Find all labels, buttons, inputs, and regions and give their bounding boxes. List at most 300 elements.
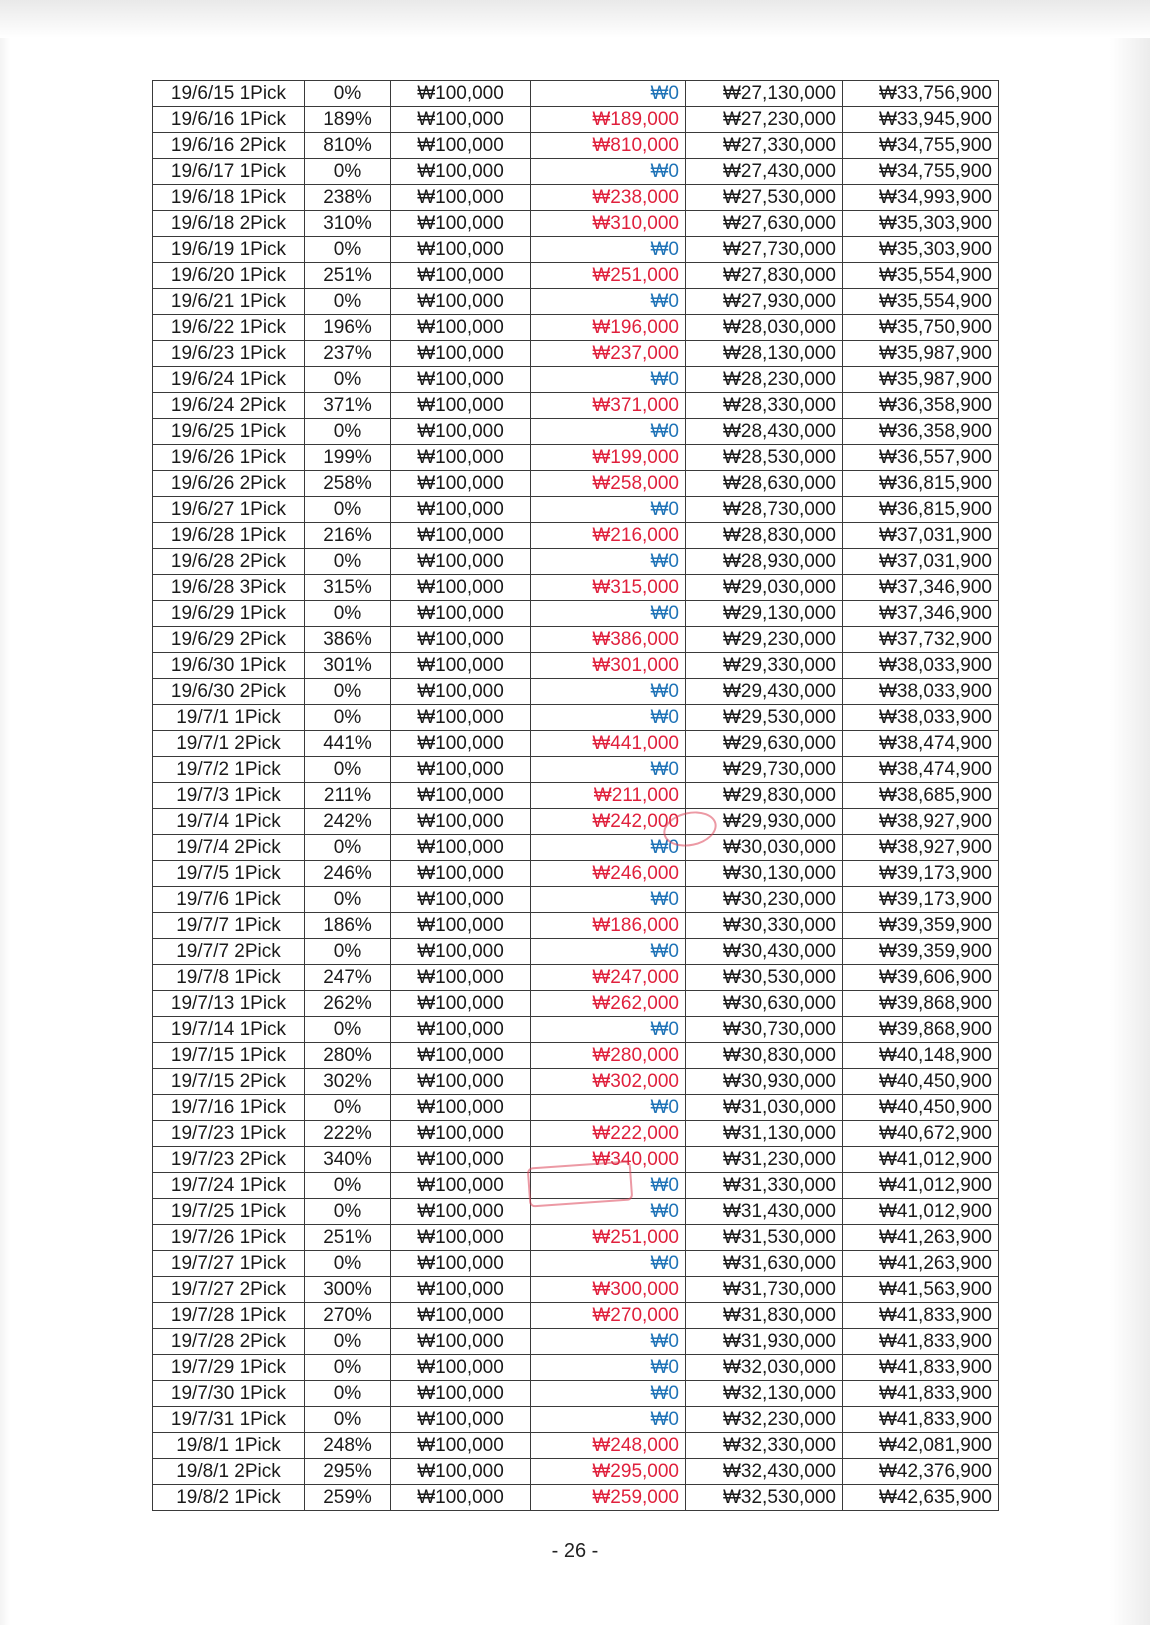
balance-cell: ₩41,833,900 xyxy=(843,1381,999,1407)
date-pick-cell: 19/7/5 1Pick xyxy=(153,861,305,887)
cumulative-bet-cell: ₩28,630,000 xyxy=(686,471,843,497)
balance-cell: ₩36,557,900 xyxy=(843,445,999,471)
bet-amount-cell: ₩100,000 xyxy=(391,81,531,107)
cumulative-bet-cell: ₩31,430,000 xyxy=(686,1199,843,1225)
bet-amount-cell: ₩100,000 xyxy=(391,1043,531,1069)
balance-cell: ₩40,148,900 xyxy=(843,1043,999,1069)
odds-rate-cell: 300% xyxy=(305,1277,391,1303)
cumulative-bet-cell: ₩29,030,000 xyxy=(686,575,843,601)
cumulative-bet-cell: ₩30,230,000 xyxy=(686,887,843,913)
table-row xyxy=(153,159,999,185)
win-amount-cell: ₩238,000 xyxy=(531,185,686,211)
table-row xyxy=(153,549,999,575)
table-row xyxy=(153,731,999,757)
win-amount-cell: ₩246,000 xyxy=(531,861,686,887)
table-row xyxy=(153,107,999,133)
date-pick-cell: 19/6/28 1Pick xyxy=(153,523,305,549)
bet-amount-cell: ₩100,000 xyxy=(391,1407,531,1433)
balance-cell: ₩35,303,900 xyxy=(843,211,999,237)
table-row xyxy=(153,1355,999,1381)
cumulative-bet-cell: ₩27,130,000 xyxy=(686,81,843,107)
bet-amount-cell: ₩100,000 xyxy=(391,133,531,159)
cumulative-bet-cell: ₩30,930,000 xyxy=(686,1069,843,1095)
win-amount-cell: ₩0 xyxy=(531,289,686,315)
win-amount-cell: ₩0 xyxy=(531,237,686,263)
date-pick-cell: 19/6/20 1Pick xyxy=(153,263,305,289)
bet-amount-cell: ₩100,000 xyxy=(391,1433,531,1459)
win-amount-cell: ₩0 xyxy=(531,887,686,913)
table-row xyxy=(153,1095,999,1121)
date-pick-cell: 19/6/24 1Pick xyxy=(153,367,305,393)
win-amount-cell: ₩371,000 xyxy=(531,393,686,419)
balance-cell: ₩41,263,900 xyxy=(843,1225,999,1251)
odds-rate-cell: 280% xyxy=(305,1043,391,1069)
win-amount-cell: ₩242,000 xyxy=(531,809,686,835)
cumulative-bet-cell: ₩27,930,000 xyxy=(686,289,843,315)
date-pick-cell: 19/7/1 1Pick xyxy=(153,705,305,731)
balance-cell: ₩33,756,900 xyxy=(843,81,999,107)
odds-rate-cell: 0% xyxy=(305,601,391,627)
win-amount-cell: ₩0 xyxy=(531,81,686,107)
cumulative-bet-cell: ₩28,330,000 xyxy=(686,393,843,419)
odds-rate-cell: 247% xyxy=(305,965,391,991)
table-row xyxy=(153,1303,999,1329)
table-row xyxy=(153,523,999,549)
date-pick-cell: 19/7/8 1Pick xyxy=(153,965,305,991)
table-row xyxy=(153,913,999,939)
bet-amount-cell: ₩100,000 xyxy=(391,1225,531,1251)
win-amount-cell: ₩0 xyxy=(531,705,686,731)
bet-amount-cell: ₩100,000 xyxy=(391,445,531,471)
cumulative-bet-cell: ₩31,730,000 xyxy=(686,1277,843,1303)
bet-amount-cell: ₩100,000 xyxy=(391,601,531,627)
odds-rate-cell: 259% xyxy=(305,1485,391,1511)
odds-rate-cell: 186% xyxy=(305,913,391,939)
bet-amount-cell: ₩100,000 xyxy=(391,497,531,523)
table-row xyxy=(153,705,999,731)
bet-amount-cell: ₩100,000 xyxy=(391,1355,531,1381)
bet-amount-cell: ₩100,000 xyxy=(391,705,531,731)
balance-cell: ₩35,554,900 xyxy=(843,289,999,315)
table-row xyxy=(153,1381,999,1407)
cumulative-bet-cell: ₩32,030,000 xyxy=(686,1355,843,1381)
win-amount-cell: ₩386,000 xyxy=(531,627,686,653)
balance-cell: ₩37,031,900 xyxy=(843,549,999,575)
cumulative-bet-cell: ₩29,630,000 xyxy=(686,731,843,757)
win-amount-cell: ₩189,000 xyxy=(531,107,686,133)
balance-cell: ₩42,081,900 xyxy=(843,1433,999,1459)
betting-ledger-table xyxy=(152,80,999,1511)
odds-rate-cell: 251% xyxy=(305,1225,391,1251)
cumulative-bet-cell: ₩32,230,000 xyxy=(686,1407,843,1433)
bet-amount-cell: ₩100,000 xyxy=(391,1251,531,1277)
bet-amount-cell: ₩100,000 xyxy=(391,1329,531,1355)
bet-amount-cell: ₩100,000 xyxy=(391,471,531,497)
bet-amount-cell: ₩100,000 xyxy=(391,731,531,757)
balance-cell: ₩41,833,900 xyxy=(843,1303,999,1329)
date-pick-cell: 19/7/15 1Pick xyxy=(153,1043,305,1069)
cumulative-bet-cell: ₩32,130,000 xyxy=(686,1381,843,1407)
table-row xyxy=(153,1017,999,1043)
balance-cell: ₩37,732,900 xyxy=(843,627,999,653)
cumulative-bet-cell: ₩27,630,000 xyxy=(686,211,843,237)
date-pick-cell: 19/6/17 1Pick xyxy=(153,159,305,185)
balance-cell: ₩39,606,900 xyxy=(843,965,999,991)
bet-amount-cell: ₩100,000 xyxy=(391,1121,531,1147)
odds-rate-cell: 0% xyxy=(305,549,391,575)
balance-cell: ₩38,685,900 xyxy=(843,783,999,809)
table-row xyxy=(153,809,999,835)
balance-cell: ₩37,031,900 xyxy=(843,523,999,549)
bet-amount-cell: ₩100,000 xyxy=(391,939,531,965)
bet-amount-cell: ₩100,000 xyxy=(391,1017,531,1043)
cumulative-bet-cell: ₩29,330,000 xyxy=(686,653,843,679)
win-amount-cell: ₩0 xyxy=(531,679,686,705)
win-amount-cell: ₩0 xyxy=(531,1199,686,1225)
date-pick-cell: 19/6/22 1Pick xyxy=(153,315,305,341)
odds-rate-cell: 0% xyxy=(305,419,391,445)
date-pick-cell: 19/7/4 2Pick xyxy=(153,835,305,861)
table-row xyxy=(153,185,999,211)
cumulative-bet-cell: ₩29,830,000 xyxy=(686,783,843,809)
odds-rate-cell: 0% xyxy=(305,1173,391,1199)
table-row xyxy=(153,289,999,315)
balance-cell: ₩37,346,900 xyxy=(843,575,999,601)
table-row xyxy=(153,497,999,523)
date-pick-cell: 19/6/16 1Pick xyxy=(153,107,305,133)
bet-amount-cell: ₩100,000 xyxy=(391,913,531,939)
odds-rate-cell: 0% xyxy=(305,1251,391,1277)
win-amount-cell: ₩0 xyxy=(531,1017,686,1043)
date-pick-cell: 19/7/7 1Pick xyxy=(153,913,305,939)
bet-amount-cell: ₩100,000 xyxy=(391,965,531,991)
win-amount-cell: ₩0 xyxy=(531,601,686,627)
cumulative-bet-cell: ₩28,230,000 xyxy=(686,367,843,393)
odds-rate-cell: 248% xyxy=(305,1433,391,1459)
cumulative-bet-cell: ₩28,030,000 xyxy=(686,315,843,341)
date-pick-cell: 19/7/28 1Pick xyxy=(153,1303,305,1329)
odds-rate-cell: 441% xyxy=(305,731,391,757)
cumulative-bet-cell: ₩30,130,000 xyxy=(686,861,843,887)
odds-rate-cell: 216% xyxy=(305,523,391,549)
ledger-body xyxy=(153,81,999,1511)
cumulative-bet-cell: ₩31,230,000 xyxy=(686,1147,843,1173)
cumulative-bet-cell: ₩31,630,000 xyxy=(686,1251,843,1277)
date-pick-cell: 19/8/1 2Pick xyxy=(153,1459,305,1485)
odds-rate-cell: 0% xyxy=(305,237,391,263)
win-amount-cell: ₩0 xyxy=(531,497,686,523)
balance-cell: ₩38,033,900 xyxy=(843,653,999,679)
odds-rate-cell: 0% xyxy=(305,1017,391,1043)
scan-top-edge xyxy=(0,0,1150,38)
balance-cell: ₩36,815,900 xyxy=(843,497,999,523)
balance-cell: ₩38,474,900 xyxy=(843,757,999,783)
table-row xyxy=(153,133,999,159)
win-amount-cell: ₩0 xyxy=(531,1407,686,1433)
win-amount-cell: ₩810,000 xyxy=(531,133,686,159)
balance-cell: ₩39,359,900 xyxy=(843,939,999,965)
balance-cell: ₩41,263,900 xyxy=(843,1251,999,1277)
cumulative-bet-cell: ₩29,230,000 xyxy=(686,627,843,653)
date-pick-cell: 19/6/24 2Pick xyxy=(153,393,305,419)
date-pick-cell: 19/6/28 3Pick xyxy=(153,575,305,601)
date-pick-cell: 19/7/24 1Pick xyxy=(153,1173,305,1199)
cumulative-bet-cell: ₩27,230,000 xyxy=(686,107,843,133)
bet-amount-cell: ₩100,000 xyxy=(391,1303,531,1329)
date-pick-cell: 19/6/29 2Pick xyxy=(153,627,305,653)
table-row xyxy=(153,471,999,497)
balance-cell: ₩35,303,900 xyxy=(843,237,999,263)
odds-rate-cell: 0% xyxy=(305,679,391,705)
date-pick-cell: 19/7/23 1Pick xyxy=(153,1121,305,1147)
table-row xyxy=(153,783,999,809)
win-amount-cell: ₩196,000 xyxy=(531,315,686,341)
cumulative-bet-cell: ₩29,130,000 xyxy=(686,601,843,627)
table-row xyxy=(153,991,999,1017)
table-row xyxy=(153,211,999,237)
table-row xyxy=(153,237,999,263)
table-row xyxy=(153,1251,999,1277)
bet-amount-cell: ₩100,000 xyxy=(391,1485,531,1511)
odds-rate-cell: 0% xyxy=(305,705,391,731)
odds-rate-cell: 0% xyxy=(305,939,391,965)
bet-amount-cell: ₩100,000 xyxy=(391,341,531,367)
date-pick-cell: 19/7/2 1Pick xyxy=(153,757,305,783)
table-row xyxy=(153,627,999,653)
bet-amount-cell: ₩100,000 xyxy=(391,783,531,809)
cumulative-bet-cell: ₩29,730,000 xyxy=(686,757,843,783)
win-amount-cell: ₩0 xyxy=(531,1251,686,1277)
odds-rate-cell: 0% xyxy=(305,367,391,393)
date-pick-cell: 19/7/1 2Pick xyxy=(153,731,305,757)
odds-rate-cell: 386% xyxy=(305,627,391,653)
win-amount-cell: ₩0 xyxy=(531,549,686,575)
balance-cell: ₩36,358,900 xyxy=(843,393,999,419)
win-amount-cell: ₩247,000 xyxy=(531,965,686,991)
cumulative-bet-cell: ₩28,830,000 xyxy=(686,523,843,549)
date-pick-cell: 19/6/21 1Pick xyxy=(153,289,305,315)
win-amount-cell: ₩251,000 xyxy=(531,1225,686,1251)
cumulative-bet-cell: ₩32,530,000 xyxy=(686,1485,843,1511)
cumulative-bet-cell: ₩29,530,000 xyxy=(686,705,843,731)
bet-amount-cell: ₩100,000 xyxy=(391,549,531,575)
bet-amount-cell: ₩100,000 xyxy=(391,991,531,1017)
cumulative-bet-cell: ₩30,330,000 xyxy=(686,913,843,939)
date-pick-cell: 19/7/29 1Pick xyxy=(153,1355,305,1381)
bet-amount-cell: ₩100,000 xyxy=(391,1095,531,1121)
table-row xyxy=(153,653,999,679)
table-row xyxy=(153,445,999,471)
date-pick-cell: 19/7/16 1Pick xyxy=(153,1095,305,1121)
balance-cell: ₩39,173,900 xyxy=(843,887,999,913)
date-pick-cell: 19/6/29 1Pick xyxy=(153,601,305,627)
date-pick-cell: 19/6/18 1Pick xyxy=(153,185,305,211)
table-row xyxy=(153,1485,999,1511)
bet-amount-cell: ₩100,000 xyxy=(391,237,531,263)
cumulative-bet-cell: ₩30,530,000 xyxy=(686,965,843,991)
cumulative-bet-cell: ₩27,430,000 xyxy=(686,159,843,185)
cumulative-bet-cell: ₩27,730,000 xyxy=(686,237,843,263)
bet-amount-cell: ₩100,000 xyxy=(391,159,531,185)
balance-cell: ₩38,474,900 xyxy=(843,731,999,757)
odds-rate-cell: 0% xyxy=(305,289,391,315)
odds-rate-cell: 0% xyxy=(305,835,391,861)
red-seal-stamp xyxy=(527,1160,634,1207)
win-amount-cell: ₩237,000 xyxy=(531,341,686,367)
table-row xyxy=(153,341,999,367)
odds-rate-cell: 0% xyxy=(305,1381,391,1407)
table-row xyxy=(153,575,999,601)
table-row xyxy=(153,1121,999,1147)
bet-amount-cell: ₩100,000 xyxy=(391,1459,531,1485)
balance-cell: ₩39,173,900 xyxy=(843,861,999,887)
win-amount-cell: ₩441,000 xyxy=(531,731,686,757)
table-row xyxy=(153,679,999,705)
bet-amount-cell: ₩100,000 xyxy=(391,627,531,653)
table-row xyxy=(153,1043,999,1069)
table-row xyxy=(153,1459,999,1485)
date-pick-cell: 19/7/14 1Pick xyxy=(153,1017,305,1043)
table-row xyxy=(153,393,999,419)
date-pick-cell: 19/7/27 2Pick xyxy=(153,1277,305,1303)
odds-rate-cell: 238% xyxy=(305,185,391,211)
odds-rate-cell: 0% xyxy=(305,887,391,913)
cumulative-bet-cell: ₩27,830,000 xyxy=(686,263,843,289)
odds-rate-cell: 301% xyxy=(305,653,391,679)
cumulative-bet-cell: ₩30,830,000 xyxy=(686,1043,843,1069)
bet-amount-cell: ₩100,000 xyxy=(391,1381,531,1407)
balance-cell: ₩34,755,900 xyxy=(843,133,999,159)
balance-cell: ₩39,359,900 xyxy=(843,913,999,939)
win-amount-cell: ₩295,000 xyxy=(531,1459,686,1485)
date-pick-cell: 19/6/19 1Pick xyxy=(153,237,305,263)
odds-rate-cell: 371% xyxy=(305,393,391,419)
bet-amount-cell: ₩100,000 xyxy=(391,367,531,393)
balance-cell: ₩34,755,900 xyxy=(843,159,999,185)
odds-rate-cell: 310% xyxy=(305,211,391,237)
odds-rate-cell: 302% xyxy=(305,1069,391,1095)
odds-rate-cell: 810% xyxy=(305,133,391,159)
cumulative-bet-cell: ₩30,030,000 xyxy=(686,835,843,861)
table-row xyxy=(153,835,999,861)
odds-rate-cell: 237% xyxy=(305,341,391,367)
balance-cell: ₩35,554,900 xyxy=(843,263,999,289)
cumulative-bet-cell: ₩32,330,000 xyxy=(686,1433,843,1459)
bet-amount-cell: ₩100,000 xyxy=(391,653,531,679)
page-number: - 26 - xyxy=(551,1540,599,1562)
bet-amount-cell: ₩100,000 xyxy=(391,887,531,913)
date-pick-cell: 19/6/15 1Pick xyxy=(153,81,305,107)
cumulative-bet-cell: ₩32,430,000 xyxy=(686,1459,843,1485)
balance-cell: ₩37,346,900 xyxy=(843,601,999,627)
date-pick-cell: 19/7/15 2Pick xyxy=(153,1069,305,1095)
odds-rate-cell: 199% xyxy=(305,445,391,471)
bet-amount-cell: ₩100,000 xyxy=(391,185,531,211)
table-row xyxy=(153,419,999,445)
table-row xyxy=(153,939,999,965)
bet-amount-cell: ₩100,000 xyxy=(391,1069,531,1095)
win-amount-cell: ₩211,000 xyxy=(531,783,686,809)
win-amount-cell: ₩301,000 xyxy=(531,653,686,679)
bet-amount-cell: ₩100,000 xyxy=(391,757,531,783)
odds-rate-cell: 295% xyxy=(305,1459,391,1485)
table-row xyxy=(153,315,999,341)
cumulative-bet-cell: ₩29,430,000 xyxy=(686,679,843,705)
date-pick-cell: 19/6/30 2Pick xyxy=(153,679,305,705)
date-pick-cell: 19/6/30 1Pick xyxy=(153,653,305,679)
win-amount-cell: ₩258,000 xyxy=(531,471,686,497)
win-amount-cell: ₩0 xyxy=(531,939,686,965)
date-pick-cell: 19/7/28 2Pick xyxy=(153,1329,305,1355)
table-row xyxy=(153,1069,999,1095)
bet-amount-cell: ₩100,000 xyxy=(391,1173,531,1199)
balance-cell: ₩35,750,900 xyxy=(843,315,999,341)
cumulative-bet-cell: ₩27,530,000 xyxy=(686,185,843,211)
date-pick-cell: 19/8/2 1Pick xyxy=(153,1485,305,1511)
odds-rate-cell: 0% xyxy=(305,159,391,185)
cumulative-bet-cell: ₩28,530,000 xyxy=(686,445,843,471)
balance-cell: ₩39,868,900 xyxy=(843,991,999,1017)
date-pick-cell: 19/6/28 2Pick xyxy=(153,549,305,575)
balance-cell: ₩35,987,900 xyxy=(843,367,999,393)
odds-rate-cell: 251% xyxy=(305,263,391,289)
cumulative-bet-cell: ₩31,030,000 xyxy=(686,1095,843,1121)
win-amount-cell: ₩259,000 xyxy=(531,1485,686,1511)
win-amount-cell: ₩262,000 xyxy=(531,991,686,1017)
date-pick-cell: 19/7/7 2Pick xyxy=(153,939,305,965)
odds-rate-cell: 211% xyxy=(305,783,391,809)
balance-cell: ₩41,833,900 xyxy=(843,1407,999,1433)
win-amount-cell: ₩0 xyxy=(531,1381,686,1407)
win-amount-cell: ₩0 xyxy=(531,1095,686,1121)
odds-rate-cell: 242% xyxy=(305,809,391,835)
balance-cell: ₩33,945,900 xyxy=(843,107,999,133)
cumulative-bet-cell: ₩31,930,000 xyxy=(686,1329,843,1355)
win-amount-cell: ₩222,000 xyxy=(531,1121,686,1147)
table-row xyxy=(153,1225,999,1251)
win-amount-cell: ₩0 xyxy=(531,367,686,393)
bet-amount-cell: ₩100,000 xyxy=(391,211,531,237)
balance-cell: ₩38,927,900 xyxy=(843,809,999,835)
odds-rate-cell: 0% xyxy=(305,1355,391,1381)
balance-cell: ₩42,635,900 xyxy=(843,1485,999,1511)
bet-amount-cell: ₩100,000 xyxy=(391,1147,531,1173)
balance-cell: ₩38,033,900 xyxy=(843,705,999,731)
balance-cell: ₩41,833,900 xyxy=(843,1355,999,1381)
cumulative-bet-cell: ₩31,530,000 xyxy=(686,1225,843,1251)
balance-cell: ₩40,450,900 xyxy=(843,1069,999,1095)
date-pick-cell: 19/6/27 1Pick xyxy=(153,497,305,523)
date-pick-cell: 19/6/25 1Pick xyxy=(153,419,305,445)
date-pick-cell: 19/7/31 1Pick xyxy=(153,1407,305,1433)
balance-cell: ₩36,358,900 xyxy=(843,419,999,445)
date-pick-cell: 19/6/23 1Pick xyxy=(153,341,305,367)
date-pick-cell: 19/7/3 1Pick xyxy=(153,783,305,809)
cumulative-bet-cell: ₩31,830,000 xyxy=(686,1303,843,1329)
date-pick-cell: 19/6/16 2Pick xyxy=(153,133,305,159)
balance-cell: ₩38,033,900 xyxy=(843,679,999,705)
odds-rate-cell: 246% xyxy=(305,861,391,887)
win-amount-cell: ₩310,000 xyxy=(531,211,686,237)
date-pick-cell: 19/6/18 2Pick xyxy=(153,211,305,237)
bet-amount-cell: ₩100,000 xyxy=(391,861,531,887)
date-pick-cell: 19/6/26 1Pick xyxy=(153,445,305,471)
win-amount-cell: ₩199,000 xyxy=(531,445,686,471)
odds-rate-cell: 222% xyxy=(305,1121,391,1147)
balance-cell: ₩41,563,900 xyxy=(843,1277,999,1303)
bet-amount-cell: ₩100,000 xyxy=(391,679,531,705)
win-amount-cell: ₩186,000 xyxy=(531,913,686,939)
